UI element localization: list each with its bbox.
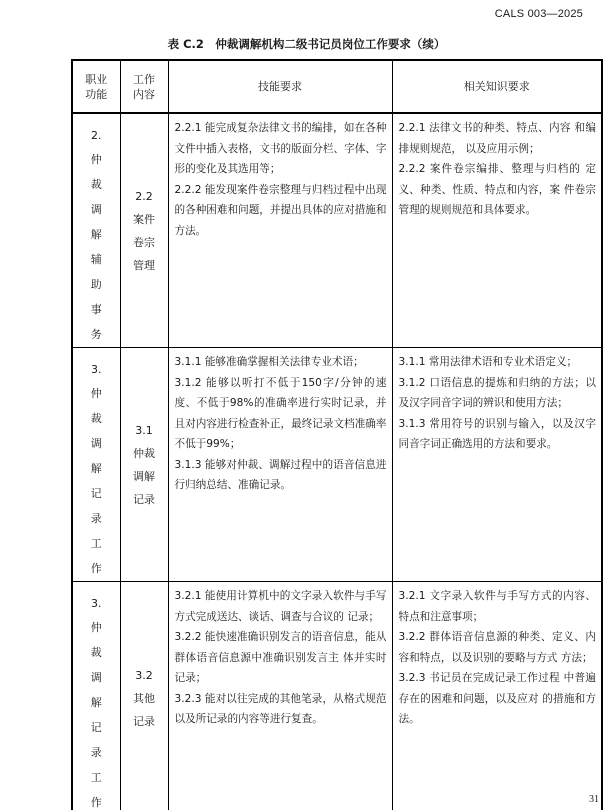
function-char: 记 <box>90 487 102 500</box>
skill-cell <box>168 348 392 582</box>
skill-paragraph: 3.1.1 能够准确掌握相关法律专业术语； <box>174 356 364 368</box>
knowledge-paragraph: 2.2.1 法律文书的种类、特点、内容 和编排规则规范， 以及应用示例； <box>398 122 596 155</box>
function-char: 仲 <box>90 387 102 400</box>
knowledge-paragraph: 3.2.2 群体语音信息源的种类、定义、内容和特点，以及识别的要略与方式 方法； <box>398 631 596 664</box>
skill-paragraph: 3.1.2 能够以听打不低于150字/分钟的速度、不低于98%的准确率进行实时记录，并且对内容进行检查补正，最终记录文档准确率不低于99%； <box>174 376 387 450</box>
function-char: 调 <box>90 203 102 216</box>
knowledge-cell <box>392 113 602 348</box>
skill-paragraph: 2.2.1 能完成复杂法律文书的编排，如在各种文件中插入表格，文书的版面分栏、字体、字形的变化及其选用等； <box>174 122 387 175</box>
requirements-table <box>71 59 603 810</box>
work-item-line: 其他 <box>133 692 155 705</box>
table-title: 表 C.2 仲裁调解机构二级书记员岗位工作要求（续） <box>167 37 446 51</box>
function-char: 解 <box>90 462 102 475</box>
function-char: 作 <box>90 562 102 575</box>
skill-paragraph: 3.2.1 能使用计算机中的文字录入软件与手写方式完成送达、谈话、调查与合议的 记录； <box>174 590 387 623</box>
function-char: 解 <box>90 228 102 241</box>
knowledge-paragraph: 3.1.2 口语信息的提炼和归纳的方法；以及汉字同音字词的辨识和使用方法； <box>398 376 596 409</box>
table-row <box>72 113 602 348</box>
document-code: CALS 003—2025 <box>494 8 583 20</box>
function-cell <box>72 113 120 348</box>
function-char: 裁 <box>90 412 102 425</box>
function-char: 工 <box>90 537 102 550</box>
work-item-cell <box>120 582 168 810</box>
function-char: 助 <box>90 278 102 291</box>
function-char: 记 <box>90 721 102 734</box>
function-number: 3. <box>91 363 102 376</box>
knowledge-paragraph: 3.2.1 文字录入软件与手写方式的内容、特点和注意事项； <box>398 590 596 623</box>
function-char: 作 <box>90 796 102 809</box>
header-item <box>120 60 168 113</box>
knowledge-paragraph: 2.2.2 案件卷宗编排、整理与归档的 定义、种类、性质、特点和内容，案 件卷宗管理的规则规范和具体要求。 <box>398 163 596 216</box>
work-item-line: 案件 <box>133 212 155 226</box>
skill-paragraph: 3.2.3 能对以往完成的其他笔录，从格式规范以及所记录的内容等进行复查。 <box>174 692 387 725</box>
work-item-line: 仲裁 <box>133 446 155 460</box>
knowledge-paragraph: 3.2.3 书记员在完成记录工作过程 中普遍存在的困难和问题，以及应对 的措施和方法。 <box>398 672 596 725</box>
function-char: 录 <box>90 512 102 525</box>
header-function-line: 功能 <box>85 87 108 101</box>
knowledge-paragraph: 3.1.1 常用法律术语和专业术语定义； <box>398 356 578 368</box>
function-char: 务 <box>90 328 102 341</box>
work-item-line: 管理 <box>133 258 155 272</box>
header-item-line: 内容 <box>133 87 155 101</box>
header-skill: 技能要求 <box>168 60 392 113</box>
skill-paragraph: 3.2.2 能快速准确识别发言的语音信息，能从群体语音信息源中准确识别发言主 体并实时记录； <box>174 631 387 684</box>
header-item-line: 工作 <box>133 72 155 86</box>
skill-paragraph: 3.1.3 能够对仲裁、调解过程中的语音信息进行归纳总结、准确记录。 <box>174 458 387 491</box>
function-char: 仲 <box>90 153 102 166</box>
header-knowledge: 相关知识要求 <box>392 60 602 113</box>
function-char: 调 <box>90 671 102 684</box>
function-cell <box>72 348 120 582</box>
function-char: 裁 <box>90 178 102 191</box>
function-char: 工 <box>90 771 102 784</box>
work-item-line: 记录 <box>133 492 155 506</box>
work-item-line: 3.1 <box>135 423 153 437</box>
function-char: 录 <box>90 746 102 759</box>
table-header-row <box>72 60 602 113</box>
skill-cell <box>168 582 392 810</box>
skill-cell <box>168 113 392 348</box>
work-item-line: 记录 <box>133 715 155 728</box>
function-char: 辅 <box>90 253 102 266</box>
knowledge-cell <box>392 582 602 810</box>
header-function-line: 职业 <box>85 72 108 86</box>
function-cell <box>72 582 120 810</box>
work-item-line: 3.2 <box>135 669 153 682</box>
function-char: 事 <box>90 303 102 316</box>
table-row <box>72 348 602 582</box>
work-item-cell <box>120 348 168 582</box>
work-item-cell <box>120 113 168 348</box>
work-item-line: 调解 <box>133 469 155 483</box>
function-char: 解 <box>90 696 102 709</box>
work-item-line: 卷宗 <box>133 235 155 249</box>
knowledge-paragraph: 3.1.3 常用符号的识别与输入，以及汉字同音字词正确选用的方法和要求。 <box>398 417 596 450</box>
table-row <box>72 582 602 810</box>
knowledge-cell <box>392 348 602 582</box>
work-item-line: 2.2 <box>135 189 153 203</box>
skill-paragraph: 2.2.2 能发现案件卷宗整理与归档过程中出现的各种困难和问题，并提出具体的应对措施和方法。 <box>174 183 387 237</box>
function-char: 裁 <box>90 646 102 659</box>
page-number: 31 <box>589 794 599 805</box>
function-number: 3. <box>91 597 102 610</box>
function-char: 调 <box>90 437 102 450</box>
function-number: 2. <box>91 129 102 142</box>
header-function <box>72 60 120 113</box>
function-char: 仲 <box>90 621 102 634</box>
